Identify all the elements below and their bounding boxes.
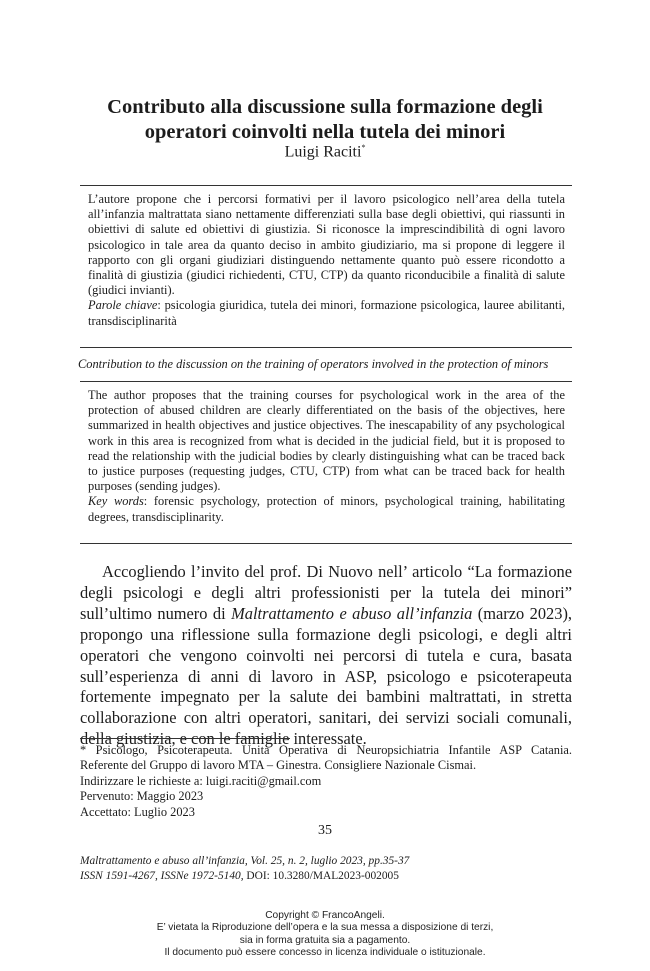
article-title-line-2: operatori coinvolti nella tutela dei minori xyxy=(144,121,506,143)
abstract-en-keywords xyxy=(88,494,565,524)
footnote-contact: Indirizzare le richieste a: luigi.raciti@gmail.com xyxy=(80,773,322,788)
abstract-english xyxy=(88,388,565,525)
abstract-italian xyxy=(88,192,565,329)
abstract-en-text: The author proposes that the training courses for psychological work in the area of the protection of abused children are clearly differentiated on the basis of the objectives, here summarized in health objectives and justice objectives. The inescapability of any psychological work in this area is recognized from what is decided in the judicial field, but it is proposed to read the relationship with the judicial bodies by clearly distinguishing what can be traced back to justice purposes (requesting judges, CTU, CTP) from what can be traced back for health purposes (sending judges). xyxy=(88,388,565,494)
journal-issn: ISSN 1591-4267, ISSNe 1972-5140, xyxy=(80,869,244,882)
copyright-line-1: Copyright © FrancoAngeli. xyxy=(265,910,385,921)
body-text-part-2: (marzo 2023), propongo una riflessione sulla formazione degli psicologi, e degli altri operatori che vengono coinvolti nei percorsi di tutela e cura, basata sull’esperienza di anni di lavoro in ASP, psicologo e psicoterapeuta fortemente impegnato per la salute dei bambini maltrattati, in stretta collaborazione con altri operatori, sanitari, dei servizi sociali comunali, della giustizia, e con le famiglie interessate. xyxy=(80,603,572,749)
article-title-line-1: Contributo alla discussione sulla formazione degli xyxy=(107,96,543,118)
copyright-line-2: E’ vietata la Riproduzione dell’opera e la sua messa a disposizione di terzi, xyxy=(156,922,494,934)
footnote-affiliation: * Psicologo, Psicoterapeuta. Unità Operativa di Neuropsichiatria Infantile ASP Catania. xyxy=(80,743,572,757)
body-paragraph xyxy=(80,562,572,750)
copyright-line-3: sia in forma gratuita sia a pagamento. xyxy=(239,934,411,946)
footnote xyxy=(80,743,572,820)
abstract-it-text: L’autore propone che i percorsi formativi per il lavoro psicologico nell’area della tutela all’infanzia maltrattata siano nettamente differenziati sulla base degli obiettivi, qui riassunti in obiettivi di salute ed obiettivi di giustizia. Si riconosce la imprescindibilità di ogni lavoro psicologico in tale area da quanto deciso in ambito giudiziario, ma si propone di leggere il rapporto con gli organi giudiziari distinguendo nettamente quanto può essere ricondotto a finalità di giustizia (giudici richiedenti, CTU, CTP) da quanto riconducibile a finalità di salute (giudici invianti). xyxy=(88,192,565,298)
abstract-it-keywords xyxy=(88,298,565,328)
author-footnote-mark: * xyxy=(361,143,366,152)
journal-issn-doi xyxy=(80,869,580,884)
abstract-en-bottom-rule xyxy=(80,543,572,544)
author-name-text: Luigi Raciti xyxy=(284,143,362,161)
abstract-it-keywords-list: : psicologia giuridica, tutela dei minori, formazione psicologica, lauree abilitanti, transdisciplinarità xyxy=(88,298,565,328)
journal-citation xyxy=(80,854,580,869)
footnote-rule xyxy=(80,738,290,739)
footnote-accepted: Accettato: Luglio 2023 xyxy=(80,804,195,819)
footnote-group: Referente del Gruppo di lavoro MTA – Ginestra. Consigliere Nazionale Cismai. xyxy=(80,758,477,773)
abstract-it-keywords-label: Parole chiave xyxy=(88,298,158,313)
copyright-notice xyxy=(0,910,650,960)
author-name xyxy=(0,143,650,161)
abstract-en-top-rule xyxy=(80,381,572,382)
abstract-en-keywords-label: Key words xyxy=(88,494,144,509)
abstract-en-keywords-list: : forensic psychology, protection of minors, psychological training, habilitating degrees, transdisciplinarity. xyxy=(88,494,565,524)
copyright-line-4: Il documento può essere concesso in licenza individuale o istituzionale. xyxy=(164,947,486,959)
journal-doi: DOI: 10.3280/MAL2023-002005 xyxy=(243,869,399,882)
abstract-it-bottom-rule xyxy=(80,347,572,348)
journal-reference xyxy=(80,854,580,883)
body-paragraph-text xyxy=(80,562,572,750)
abstract-it-top-rule xyxy=(80,185,572,186)
article-title xyxy=(60,95,590,145)
body-text-part-1: Accogliendo l’invito del prof. Di Nuovo nell’ articolo “La formazione degli psicologi e degli altri professionisti per la tutela dei minori” sull’ultimo numero di xyxy=(80,562,572,623)
footnote-received: Pervenuto: Maggio 2023 xyxy=(80,789,204,804)
body-journal-name: Maltrattamento e abuso all’infanzia xyxy=(231,603,473,623)
english-title: Contribution to the discussion on the training of operators involved in the protection of minors xyxy=(78,357,549,371)
journal-citation-text: Maltrattamento e abuso all’infanzia, Vol. 25, n. 2, luglio 2023, pp.35-37 xyxy=(80,855,410,867)
page-number: 35 xyxy=(318,823,332,838)
